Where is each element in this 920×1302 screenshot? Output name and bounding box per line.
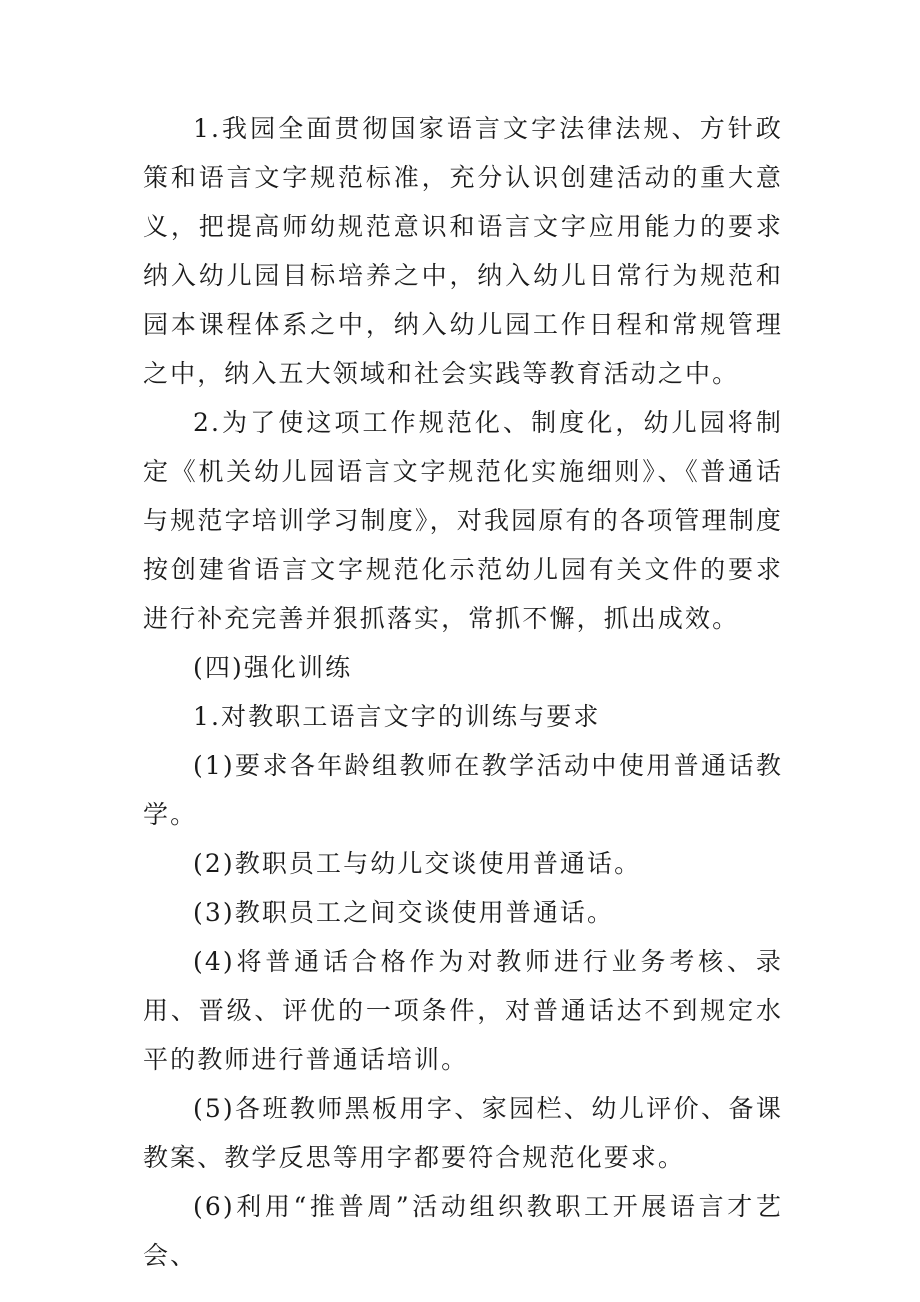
list-item-4: (4)将普通话合格作为对教师进行业务考核、录用、晋级、评优的一项条件，对普通话达不到规定水平的教师进行普通话培训。 — [143, 947, 783, 1074]
list-item-6: (6)利用“推普周”活动组织教职工开展语言才艺会、 — [143, 1192, 783, 1270]
list-item-3: (3)教职员工之间交谈使用普通话。 — [193, 898, 615, 927]
list-item-5: (5)各班教师黑板用字、家园栏、幼儿评价、备课教案、教学反思等用字都要符合规范化要求。 — [143, 1094, 783, 1172]
list-item-1: (1)要求各年龄组教师在教学活动中使用普通话教学。 — [143, 751, 783, 829]
paragraph-1: 1.我园全面贯彻国家语言文字法律法规、方针政策和语言文字规范标准，充分认识创建活动的重大意义，把提高师幼规范意识和语言文字应用能力的要求纳入幼儿园目标培养之中，纳入幼儿日常行为规范和园本课程体系之中，纳入幼儿园工作日程和常规管理之中，纳入五大领域和社会实践等教育活动之中。 — [143, 114, 783, 388]
subheading-1: 1.对教职工语言文字的训练与要求 — [193, 702, 601, 731]
list-item-2: (2)教职员工与幼儿交谈使用普通话。 — [193, 849, 642, 878]
section-heading-4: (四)强化训练 — [193, 653, 353, 682]
paragraph-2: 2.为了使这项工作规范化、制度化，幼儿园将制定《机关幼儿园语言文字规范化实施细则》、《普通话与规范字培训学习制度》，对我园原有的各项管理制度按创建省语言文字规范化示范幼儿园有关文件的要求进行补充完善并狠抓落实，常抓不懈，抓出成效。 — [143, 408, 783, 633]
document-body — [143, 104, 783, 1280]
